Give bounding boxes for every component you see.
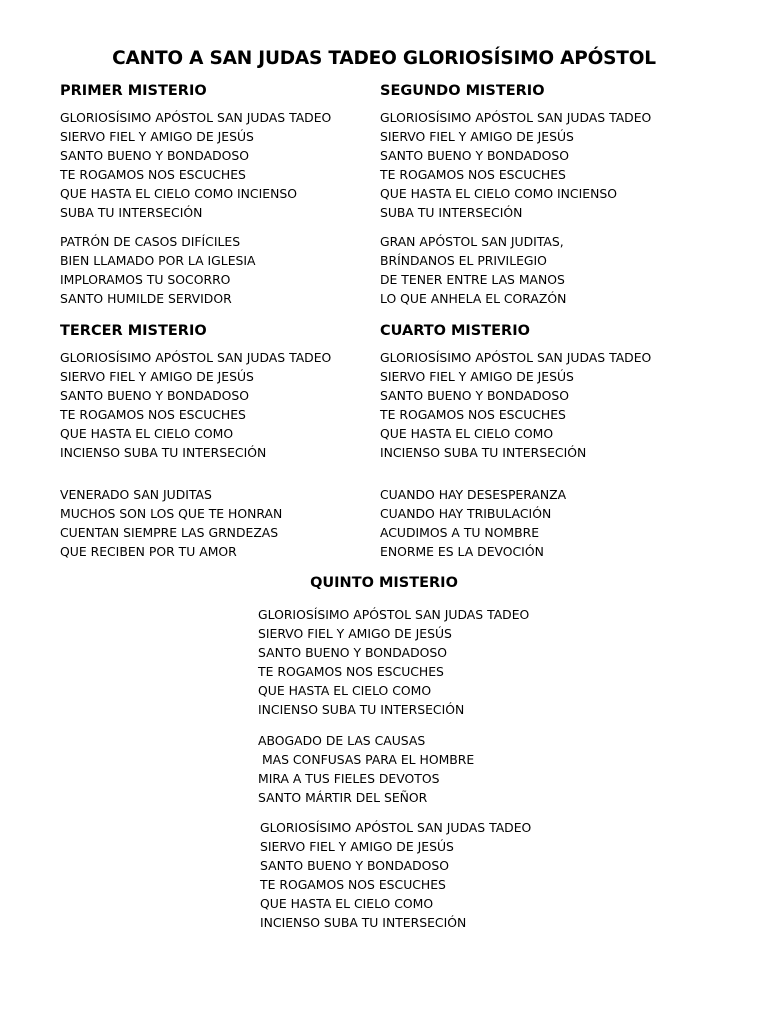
- stanza: [60, 232, 256, 308]
- verse-line: GRAN APÓSTOL SAN JUDITAS,: [380, 234, 564, 249]
- stanza: [60, 348, 331, 462]
- section-heading: TERCER MISTERIO: [60, 323, 207, 339]
- verse-line: LO QUE ANHELA EL CORAZÓN: [380, 291, 567, 306]
- verse-line: QUE HASTA EL CIELO COMO: [60, 426, 234, 441]
- verse-line: CUENTAN SIEMPRE LAS GRNDEZAS: [60, 525, 279, 540]
- verse-line: QUE HASTA EL CIELO COMO: [380, 426, 554, 441]
- verse-line: SIERVO FIEL Y AMIGO DE JESÚS: [258, 626, 452, 641]
- verse-line: ENORME ES LA DEVOCIÓN: [380, 544, 544, 559]
- verse-line: SIERVO FIEL Y AMIGO DE JESÚS: [380, 369, 574, 384]
- stanza: [380, 485, 566, 561]
- section-primer-misterio: [60, 81, 360, 306]
- verse-line: SIERVO FIEL Y AMIGO DE JESÚS: [60, 129, 254, 144]
- page-title: CANTO A SAN JUDAS TADEO GLORIOSÍSIMO APÓSTOL: [112, 48, 656, 69]
- verse-line: CUANDO HAY DESESPERANZA: [380, 487, 567, 502]
- section-segundo-misterio: [380, 81, 680, 306]
- verse-line: TE ROGAMOS NOS ESCUCHES: [380, 167, 566, 182]
- section-heading: CUARTO MISTERIO: [380, 323, 530, 339]
- verse-line: QUE HASTA EL CIELO COMO INCIENSO: [380, 186, 617, 201]
- verse-line: SANTO MÁRTIR DEL SEÑOR: [258, 790, 428, 805]
- stanza: [380, 232, 566, 308]
- verse-line: SUBA TU INTERSECIÓN: [380, 205, 523, 220]
- verse-line: GLORIOSÍSIMO APÓSTOL SAN JUDAS TADEO: [260, 820, 532, 835]
- verse-line: TE ROGAMOS NOS ESCUCHES: [260, 877, 446, 892]
- section-cuarto-misterio: [380, 321, 680, 559]
- verse-line: TE ROGAMOS NOS ESCUCHES: [258, 664, 444, 679]
- verse-line: TE ROGAMOS NOS ESCUCHES: [60, 407, 246, 422]
- verse-line: BIEN LLAMADO POR LA IGLESIA: [60, 253, 256, 268]
- verse-line: IMPLORAMOS TU SOCORRO: [60, 272, 231, 287]
- verse-line: SANTO BUENO Y BONDADOSO: [60, 148, 249, 163]
- verse-line: SIERVO FIEL Y AMIGO DE JESÚS: [380, 129, 574, 144]
- verse-line: VENERADO SAN JUDITAS: [60, 487, 212, 502]
- verse-line: QUE RECIBEN POR TU AMOR: [60, 544, 237, 559]
- verse-line: GLORIOSÍSIMO APÓSTOL SAN JUDAS TADEO: [380, 350, 652, 365]
- verse-line: QUE HASTA EL CIELO COMO: [258, 683, 432, 698]
- stanza: [258, 731, 474, 807]
- verse-line: MIRA A TUS FIELES DEVOTOS: [258, 771, 440, 786]
- verse-line: SIERVO FIEL Y AMIGO DE JESÚS: [260, 839, 454, 854]
- verse-line: SIERVO FIEL Y AMIGO DE JESÚS: [60, 369, 254, 384]
- verse-line: ACUDIMOS A TU NOMBRE: [380, 525, 540, 540]
- verse-line: INCIENSO SUBA TU INTERSECIÓN: [260, 915, 467, 930]
- stanza: [258, 605, 529, 719]
- verse-line: QUE HASTA EL CIELO COMO INCIENSO: [60, 186, 297, 201]
- verse-line: SANTO BUENO Y BONDADOSO: [380, 388, 569, 403]
- stanza: [60, 108, 331, 222]
- verse-line: GLORIOSÍSIMO APÓSTOL SAN JUDAS TADEO: [60, 350, 332, 365]
- verse-line: MAS CONFUSAS PARA EL HOMBRE: [258, 752, 475, 767]
- verse-line: DE TENER ENTRE LAS MANOS: [380, 272, 565, 287]
- verse-line: BRÍNDANOS EL PRIVILEGIO: [380, 253, 547, 268]
- section-heading: PRIMER MISTERIO: [60, 83, 207, 99]
- section-heading: SEGUNDO MISTERIO: [380, 83, 545, 99]
- stanza: [380, 108, 651, 222]
- verse-line: SUBA TU INTERSECIÓN: [60, 205, 203, 220]
- verse-line: INCIENSO SUBA TU INTERSECIÓN: [258, 702, 465, 717]
- section-heading-quinto-misterio: QUINTO MISTERIO: [310, 575, 458, 591]
- verse-line: GLORIOSÍSIMO APÓSTOL SAN JUDAS TADEO: [60, 110, 332, 125]
- verse-line: MUCHOS SON LOS QUE TE HONRAN: [60, 506, 283, 521]
- verse-line: SANTO BUENO Y BONDADOSO: [258, 645, 447, 660]
- verse-line: ABOGADO DE LAS CAUSAS: [258, 733, 426, 748]
- verse-line: SANTO BUENO Y BONDADOSO: [60, 388, 249, 403]
- stanza: [60, 485, 282, 561]
- verse-line: GLORIOSÍSIMO APÓSTOL SAN JUDAS TADEO: [258, 607, 530, 622]
- verse-line: INCIENSO SUBA TU INTERSECIÓN: [60, 445, 267, 460]
- section-tercer-misterio: [60, 321, 360, 559]
- verse-line: SANTO HUMILDE SERVIDOR: [60, 291, 232, 306]
- verse-line: SANTO BUENO Y BONDADOSO: [260, 858, 449, 873]
- verse-line: SANTO BUENO Y BONDADOSO: [380, 148, 569, 163]
- stanza: [260, 818, 531, 932]
- verse-line: PATRÓN DE CASOS DIFÍCILES: [60, 234, 241, 249]
- verse-line: QUE HASTA EL CIELO COMO: [260, 896, 434, 911]
- verse-line: GLORIOSÍSIMO APÓSTOL SAN JUDAS TADEO: [380, 110, 652, 125]
- verse-line: CUANDO HAY TRIBULACIÓN: [380, 506, 552, 521]
- verse-line: TE ROGAMOS NOS ESCUCHES: [60, 167, 246, 182]
- stanza: [380, 348, 651, 462]
- verse-line: TE ROGAMOS NOS ESCUCHES: [380, 407, 566, 422]
- verse-line: INCIENSO SUBA TU INTERSECIÓN: [380, 445, 587, 460]
